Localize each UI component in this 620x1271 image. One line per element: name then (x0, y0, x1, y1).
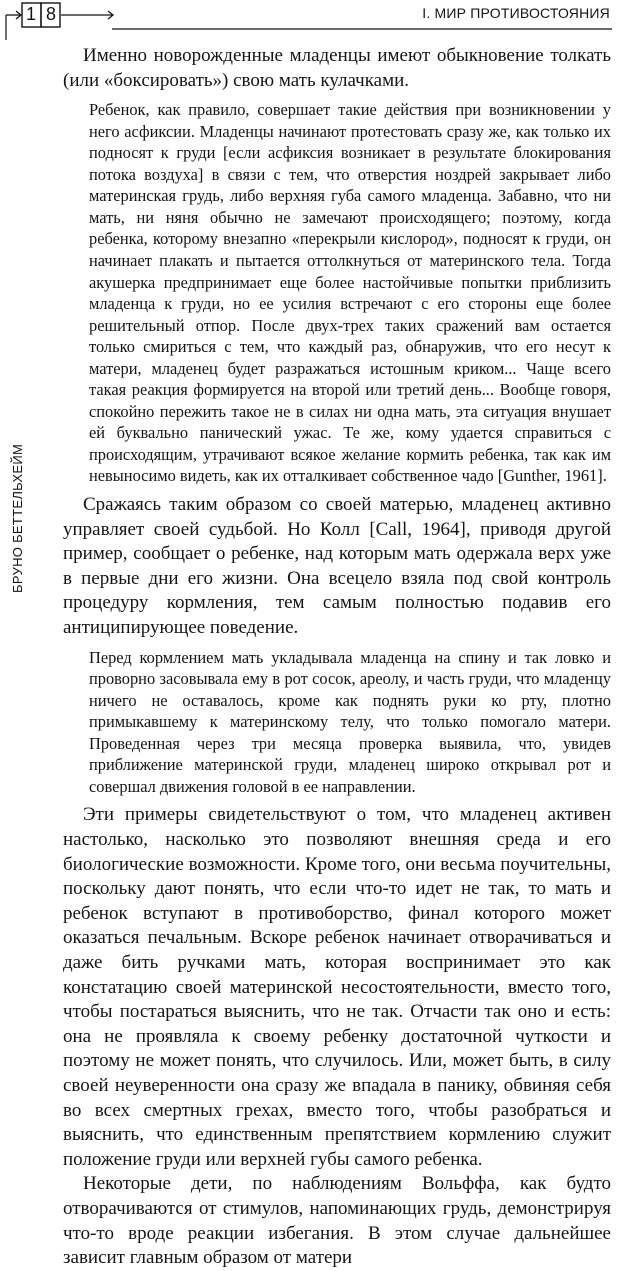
page-number-digit-1: 1 (25, 4, 36, 24)
body-paragraph-4: Некоторые дети, по наблюдениям Вольффа, как будто отворачиваются от стимулов, напоминающих грудь, демонстрируя что-то вроде реакции избегания. В этом случае дальнейшее зависит главным образом от матери (63, 1173, 611, 1269)
body-paragraph-1: Именно новорожденные младенцы имеют обыкновение толкать (или «боксировать») свою мать кулачками. (63, 45, 611, 91)
body-paragraph-3: Эти примеры свидетельствуют о том, что младенец активен настолько, насколько это позволяют внешняя среда и его биологические возможности. Кроме того, они весьма поучительны, поскольку дают понять, что если что-то идет не так, то мать и ребенок вступают в противоборство, финал которого может оказаться печальным. Вскоре ребенок начинает отворачиваться и даже бить ручками мать, которая воспринимает это как констатацию своей материнской несостоятельности, вместо того, чтобы постараться выяснить, что не так. Отчасти так оно и есть: она не проявляла к своему ребенку достаточной чуткости и поэтому не может понять, что случилось. Или, может быть, в силу своей неуверенности она сразу же впадала в панику, обвиняя себя во всех смертных грехах, вместо того, чтобы разобраться и выяснить, что единственным препятствием кормлению служит положение груди или верхней губы самого ребенка. (63, 804, 611, 1170)
page-number-digit-2: 8 (45, 4, 56, 24)
body-paragraph-2: Сражаясь таким образом со своей матерью, младенец активно управляет своей судьбой. Но Колл [Call, 1964], приводя другой пример, сообщает о ребенке, над которым мать одержала верх уже в первые дни его жизни. Она всецело взяла под свой контроль процедуру кормления, тем самым полностью подавив его антиципирующее поведение. (63, 494, 611, 638)
page-header (0, 0, 620, 40)
sidebar-author-name: БРУНО БЕТТЕЛЬХЕЙМ (10, 443, 25, 593)
page-body (63, 44, 611, 1271)
block-quote-1: Ребенок, как правило, совершает такие действия при возникновении у него асфиксии. Младенцы начинают протестовать сразу же, как только их подносят к груди [если асфиксия возникает в результате блокирования потока воздуха] в связи с тем, что отверстия ноздрей закрывает либо материнская грудь, либо верхняя губа самого младенца. Забавно, что ни мать, ни няня обычно не замечают происходящего; поэтому, когда ребенка, которому внезапно «перекрыли кислород», подносят к груди, он начинает плакать и пытается оттолкнуться от материнского тела. Тогда акушерка предпринимает еще более настойчивые попытки приблизить младенца к груди, но ее усилия встречают с его стороны еще более решительный отпор. После двух-трех таких сражений вам остается только смириться с тем, что каждый раз, обнаружив, что его несут к матери, младенец будет разражаться истошным криком... Чаще всего такая реакция формируется на второй или третий день... Вообще говоря, спокойно пережить такое не в силах ни одна мать, эта ситуация внушает ей буквально панический ужас. Те же, кому удается справиться с происходящим, утрачивают всякое желание кормить ребенка, так как им невыносимо видеть, как их отталкивает собственное чадо [Gunther, 1961]. (89, 100, 611, 486)
block-quote-2: Перед кормлением мать укладывала младенца на спину и так ловко и проворно засовывала ему в рот сосок, ареолу, и часть груди, что младенцу ничего не оставалось, кроме как поднять руки ко рту, плотно примыкавшему к материнскому телу, что только помогало матери. Проведенная через три месяца проверка выявила, что, увидев приближение материнской груди, младенец широко открывал рот и совершал движения головой в ее направлении. (89, 647, 611, 796)
running-title: I. МИР ПРОТИВОСТОЯНИЯ (422, 5, 610, 21)
